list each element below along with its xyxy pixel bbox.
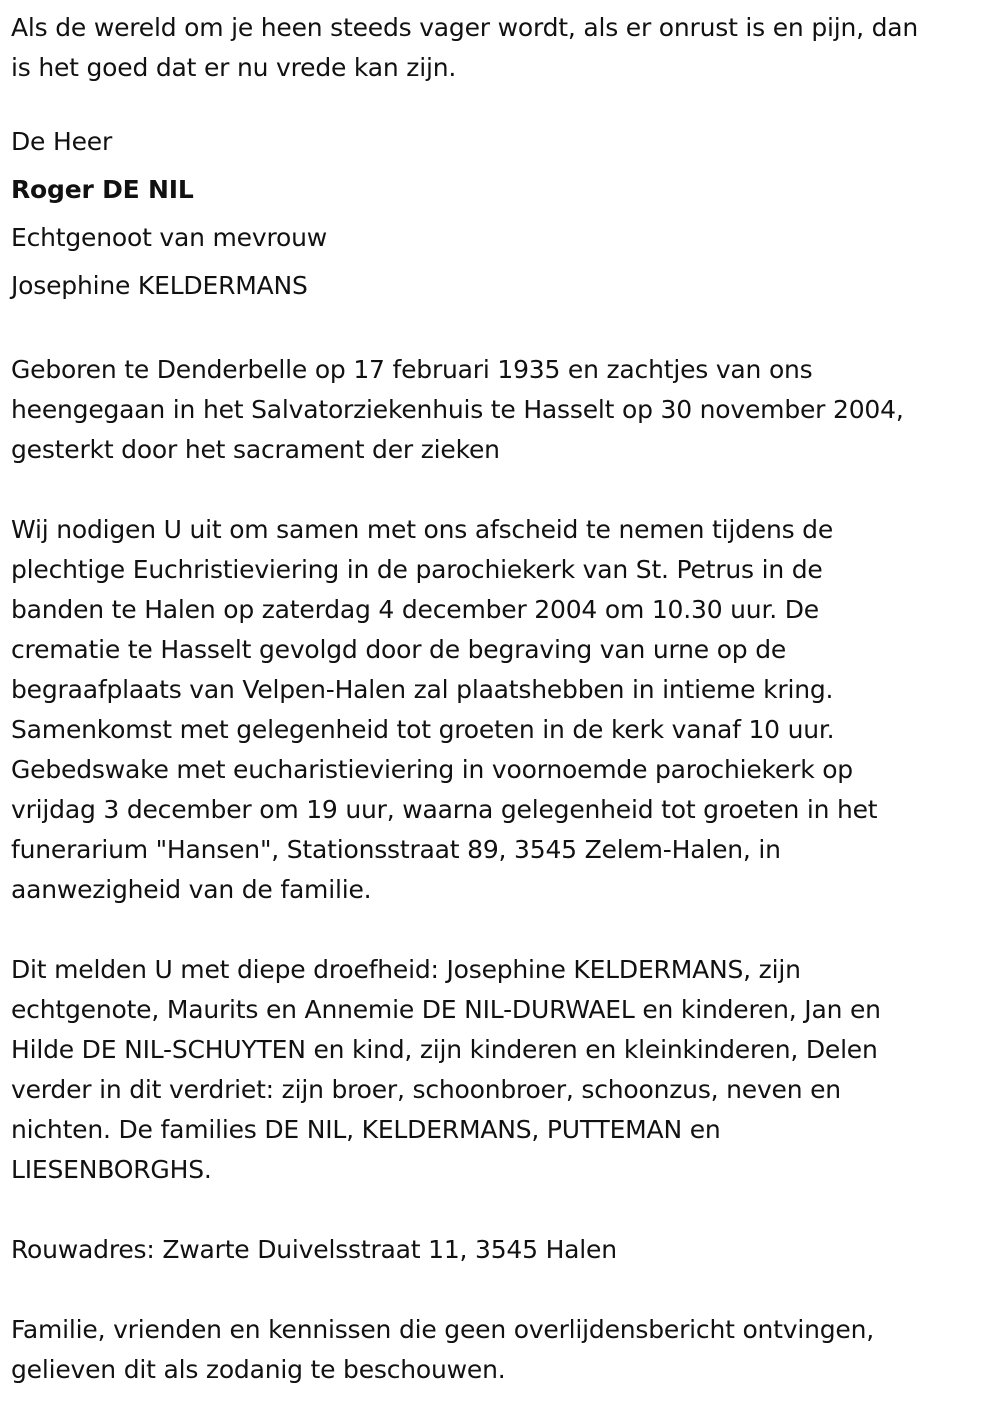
announcement-paragraph xyxy=(11,950,993,1190)
paragraph-line: banden te Halen op zaterdag 4 december 2004 om 10.30 uur. De xyxy=(11,595,819,624)
paragraph-line: plechtige Euchristieviering in de parochiekerk van St. Petrus in de xyxy=(11,555,823,584)
paragraph-line: echtgenote, Maurits en Annemie DE NIL-DURWAEL en kinderen, Jan en xyxy=(11,995,881,1024)
paragraph-line: Familie, vrienden en kennissen die geen overlijdensbericht ontvingen, xyxy=(11,1315,875,1344)
intro-line: Als de wereld om je heen steeds vager wordt, als er onrust is en pijn, dan xyxy=(11,13,919,42)
paragraph-line: verder in dit verdriet: zijn broer, schoonbroer, schoonzus, neven en xyxy=(11,1075,841,1104)
paragraph-line: heengegaan in het Salvatorziekenhuis te Hasselt op 30 november 2004, xyxy=(11,395,904,424)
deceased-name: Roger DE NIL xyxy=(11,175,194,204)
paragraph-line: Wij nodigen U uit om samen met ons afscheid te nemen tijdens de xyxy=(11,515,834,544)
ceremony-paragraph xyxy=(11,510,993,910)
paragraph-line: crematie te Hasselt gevolgd door de begraving van urne op de xyxy=(11,635,787,664)
birth-death-paragraph xyxy=(11,350,993,470)
obituary-notice xyxy=(11,8,993,1390)
closing-paragraph xyxy=(11,1310,993,1390)
paragraph-line: vrijdag 3 december om 19 uur, waarna gelegenheid tot groeten in het xyxy=(11,795,878,824)
paragraph-line: Dit melden U met diepe droefheid: Josephine KELDERMANS, zijn xyxy=(11,955,801,984)
intro-line: is het goed dat er nu vrede kan zijn. xyxy=(11,53,457,82)
paragraph-line: nichten. De families DE NIL, KELDERMANS, PUTTEMAN en xyxy=(11,1115,721,1144)
paragraph-line: begraafplaats van Velpen-Halen zal plaatshebben in intieme kring. xyxy=(11,675,834,704)
paragraph-line: Geboren te Denderbelle op 17 februari 1935 en zachtjes van ons xyxy=(11,355,813,384)
paragraph-line: aanwezigheid van de familie. xyxy=(11,875,372,904)
relation-label: Echtgenoot van mevrouw xyxy=(11,223,327,252)
paragraph-line: Samenkomst met gelegenheid tot groeten in de kerk vanaf 10 uur. xyxy=(11,715,835,744)
spouse-name: Josephine KELDERMANS xyxy=(11,271,308,300)
salutation: De Heer xyxy=(11,127,113,156)
paragraph-line: Hilde DE NIL-SCHUYTEN en kind, zijn kinderen en kleinkinderen, Delen xyxy=(11,1035,878,1064)
paragraph-line: Gebedswake met eucharistieviering in voornoemde parochiekerk op xyxy=(11,755,853,784)
intro-quote xyxy=(11,8,993,88)
address-line: Rouwadres: Zwarte Duivelsstraat 11, 3545 Halen xyxy=(11,1235,617,1264)
paragraph-line: LIESENBORGHS. xyxy=(11,1155,212,1184)
mourning-address xyxy=(11,1230,993,1270)
deceased-block xyxy=(11,118,993,310)
paragraph-line: funerarium "Hansen", Stationsstraat 89, 3545 Zelem-Halen, in xyxy=(11,835,781,864)
paragraph-line: gelieven dit als zodanig te beschouwen. xyxy=(11,1355,506,1384)
paragraph-line: gesterkt door het sacrament der zieken xyxy=(11,435,500,464)
